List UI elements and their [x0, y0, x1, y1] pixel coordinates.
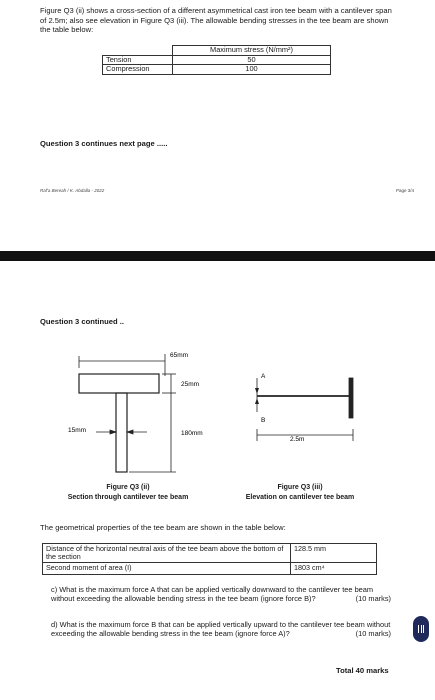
- dim-web-height-label: 180mm: [181, 430, 203, 437]
- stress-value: 100: [173, 65, 331, 75]
- intro-paragraph: Figure Q3 (ii) shows a cross-section of a different asymmetrical cast iron tee beam with a cantilever span of 2.5m; also see elevation in Figure Q3 (iii). The allowable bending stresses in the tee beam are shown the table below:: [40, 6, 392, 35]
- figure-q3-iii-subcaption: Elevation on cantilever tee beam: [245, 494, 355, 501]
- force-a-label: A: [261, 373, 266, 380]
- question-c-marks: (10 marks): [355, 593, 391, 603]
- tee-section-drawing: [79, 354, 176, 472]
- table-row: [103, 46, 331, 56]
- geometry-value: 1803 cm⁴: [291, 563, 377, 574]
- question-d: [51, 621, 391, 639]
- page-scroll-button[interactable]: [413, 616, 429, 642]
- stress-value: 50: [173, 55, 331, 65]
- stress-table-header: Maximum stress (N/mm²): [173, 46, 331, 56]
- dim-top-label: 65mm: [170, 352, 189, 359]
- figure-q3-iii-caption: Figure Q3 (iii): [277, 484, 323, 491]
- dim-web-width-label: 15mm: [68, 427, 87, 434]
- geometry-label: Distance of the horizontal neutral axis of the tee beam above the bottom of the section: [43, 544, 291, 563]
- page-separator: [0, 251, 435, 261]
- stress-label: Compression: [103, 65, 173, 75]
- table-row: [43, 544, 377, 563]
- stress-label: Tension: [103, 55, 173, 65]
- table-row: [43, 563, 377, 574]
- geometry-intro: The geometrical properties of the tee beam are shown in the table below:: [40, 523, 286, 532]
- dim-flange-label: 25mm: [181, 381, 200, 388]
- figure-q3-ii-subcaption: Section through cantilever tee beam: [67, 494, 189, 501]
- span-label: 2.5m: [290, 436, 305, 443]
- cantilever-elevation-drawing: [255, 378, 353, 441]
- geometry-table: [42, 543, 377, 575]
- question-c-text: c) What is the maximum force A that can be applied vertically downward to the cantilever tee beam without exceeding the allowable bending stress in the tee beam (ignore force B)?: [51, 585, 374, 603]
- question-continued-heading: Question 3 continued ..: [40, 317, 124, 326]
- geometry-label: Second moment of area (I): [43, 563, 291, 574]
- figure-q3-ii-caption: Figure Q3 (ii): [106, 484, 150, 491]
- question-c: [51, 586, 391, 604]
- table-row: [103, 65, 331, 75]
- figures-area: [0, 340, 435, 510]
- question-continues-note: Question 3 continues next page .....: [40, 139, 168, 148]
- force-b-label: B: [261, 417, 266, 424]
- question-d-text: d) What is the maximum force B that can be applied vertically upward to the cantilever tee beam without exceeding the allowable bending stress in the tee beam (ignore force A)?: [51, 620, 391, 638]
- total-marks: Total 40 marks: [336, 666, 389, 675]
- stress-table: [102, 45, 331, 75]
- geometry-value: 128.5 mm: [291, 544, 377, 563]
- footer-author: Raf'a Bereah / K. Abdalla - 2022: [40, 188, 105, 193]
- question-d-marks: (10 marks): [355, 628, 391, 638]
- footer-page-number: Page 3/4: [396, 188, 415, 193]
